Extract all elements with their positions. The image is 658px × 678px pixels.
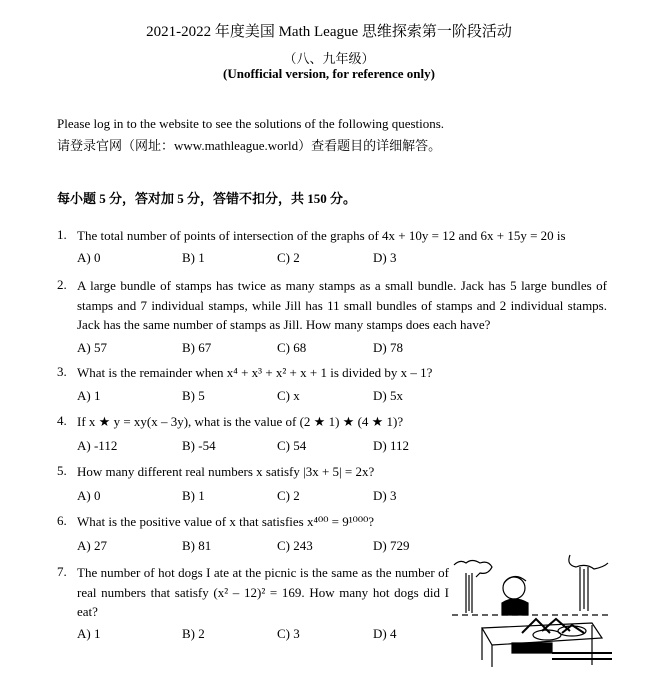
answer-option: A) 0	[77, 488, 101, 503]
answer-option: B) 67	[182, 340, 212, 355]
question-text: What is the remainder when x⁴ + x³ + x² + x + 1 is divided by x – 1?	[77, 365, 433, 380]
answer-option: D) 3	[373, 250, 397, 265]
answer-option: A) 0	[77, 250, 101, 265]
answer-option: D) 729	[373, 538, 410, 553]
scoring-rule: 每小题 5 分，答对加 5 分，答错不扣分，共 150 分。	[57, 191, 357, 206]
question-text: If x ★ y = xy(x – 3y), what is the value of (2 ★ 1) ★ (4 ★ 1)?	[77, 414, 404, 429]
question-number: 6.	[57, 513, 67, 528]
answer-option: B) 2	[182, 626, 205, 641]
question-number: 5.	[57, 463, 67, 478]
answer-option: C) x	[277, 388, 300, 403]
answer-option: A) 57	[77, 340, 107, 355]
grade-subtitle: （八、九年级）	[283, 51, 375, 66]
answer-option: B) 81	[182, 538, 212, 553]
question-number: 4.	[57, 413, 67, 428]
answer-option: A) 27	[77, 538, 107, 553]
answer-option: D) 5x	[373, 388, 403, 403]
question-text: What is the positive value of x that satisfies x⁴⁰⁰ = 9¹⁰⁰⁰?	[77, 514, 375, 529]
question-text: The total number of points of intersection of the graphs of 4x + 10y = 12 and 6x + 15y = 20 is	[77, 228, 566, 243]
question-number: 3.	[57, 364, 67, 379]
question-number: 1.	[57, 227, 67, 242]
picnic-illustration	[452, 553, 612, 668]
question-number: 7.	[57, 564, 67, 579]
question-number: 2.	[57, 277, 67, 292]
question-text: The number of hot dogs I ate at the picnic is the same as the number of real numbers that satisfy (x² – 12)² = 169. How many hot dogs did I eat?	[77, 565, 449, 619]
answer-option: B) -54	[182, 438, 216, 453]
answer-option: D) 3	[373, 488, 397, 503]
answer-option: C) 243	[277, 538, 313, 553]
answer-option: D) 4	[373, 626, 397, 641]
intro-chinese: 请登录官网（网址：www.mathleague.world）查看题目的详细解答。	[57, 138, 442, 153]
answer-option: D) 78	[373, 340, 403, 355]
answer-option: C) 2	[277, 250, 300, 265]
answer-option: C) 68	[277, 340, 307, 355]
answer-option: A) -112	[77, 438, 118, 453]
answer-option: B) 1	[182, 488, 205, 503]
answer-option: A) 1	[77, 388, 101, 403]
answer-option: C) 3	[277, 626, 300, 641]
answer-option: A) 1	[77, 626, 101, 641]
answer-option: C) 2	[277, 488, 300, 503]
answer-option: B) 1	[182, 250, 205, 265]
answer-option: B) 5	[182, 388, 205, 403]
unofficial-note: (Unofficial version, for reference only)	[223, 66, 435, 81]
answer-option: C) 54	[277, 438, 307, 453]
page-title: 2021-2022 年度美国 Math League 思维探索第一阶段活动	[146, 24, 512, 40]
answer-option: D) 112	[373, 438, 409, 453]
intro-english: Please log in to the website to see the solutions of the following questions.	[57, 116, 445, 131]
question-text: How many different real numbers x satisfy |3x + 5| = 2x?	[77, 464, 375, 479]
question-text: A large bundle of stamps has twice as many stamps as a small bundle. Jack has 5 large bundles of stamps and 7 individual stamps, while Jill has 11 small bundles of stamps and 2 individual stamps. Jack has the same number of stamps as Jill. How many stamps does each have?	[77, 278, 607, 332]
